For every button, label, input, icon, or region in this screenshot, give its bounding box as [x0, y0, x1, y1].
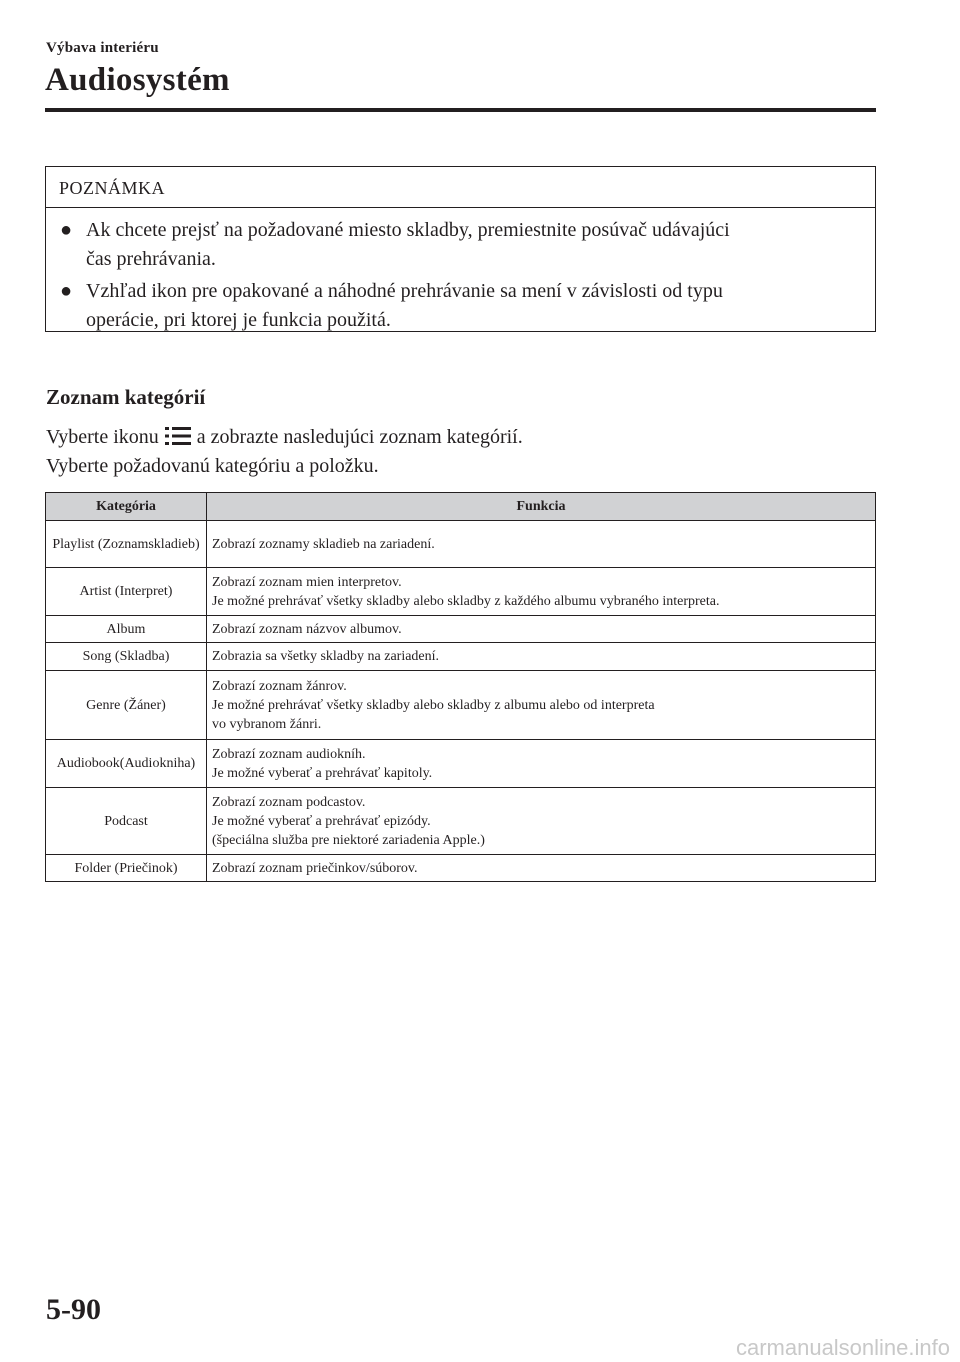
function-cell: [207, 643, 876, 671]
category-line: Artist (Interpret): [79, 584, 173, 599]
category-line: Song (Skladba): [82, 649, 170, 664]
note-item: [60, 277, 855, 335]
category-cell: [46, 643, 207, 671]
function-line: Zobrazí zoznamy skladieb na zariadení.: [212, 536, 435, 552]
function-line: Je možné vyberať a prehrávať kapitoly.: [212, 765, 433, 781]
function-line: Zobrazí zoznam mien interpretov.: [212, 574, 402, 590]
category-table: [45, 492, 876, 882]
watermark: carmanualsonline.info: [735, 1335, 950, 1360]
table-row: [46, 521, 876, 568]
intro-line-1: [46, 424, 523, 453]
table-header-row: [46, 493, 876, 521]
category-line: Playlist (Zoznam: [52, 536, 149, 552]
table-row: [46, 788, 876, 855]
note-item-line: čas prehrávania.: [86, 248, 216, 270]
intro-text-before: Vyberte ikonu: [46, 426, 159, 448]
bullet-icon: ●: [60, 219, 73, 241]
note-list: [46, 208, 875, 335]
category-cell: [46, 740, 207, 788]
function-line: Je možné prehrávať všetky skladby alebo skladby z albumu alebo od interpreta: [212, 697, 655, 713]
category-cell: [46, 521, 207, 568]
table-row: [46, 616, 876, 643]
category-cell: [46, 568, 207, 616]
bullet-icon: ●: [60, 280, 73, 302]
intro-line-2: Vyberte požadovanú kategóriu a položku.: [46, 455, 379, 477]
note-box: [45, 166, 876, 332]
section-label: Výbava interiéru: [46, 40, 159, 56]
function-line: vo vybranom žánri.: [212, 716, 322, 732]
function-cell: [207, 788, 876, 855]
function-line: Zobrazí zoznam žánrov.: [212, 678, 347, 694]
category-line: (Audiokniha): [119, 756, 196, 771]
category-cell: [46, 671, 207, 740]
category-cell: [46, 788, 207, 855]
function-cell: [207, 616, 876, 643]
category-line: Audiobook: [56, 756, 120, 771]
category-line: skladieb): [148, 536, 200, 552]
column-header-function: Funkcia: [207, 493, 876, 521]
column-header-category: Kategória: [46, 493, 207, 521]
category-line: Folder (Priečinok): [74, 860, 178, 876]
category-line: Genre (Žáner): [86, 697, 166, 713]
table-row: [46, 671, 876, 740]
note-item: [60, 216, 855, 274]
function-line: Je možné vyberať a prehrávať epizódy.: [212, 813, 431, 829]
title-rule: [45, 108, 876, 112]
function-cell: [207, 568, 876, 616]
category-line: Podcast: [104, 813, 148, 829]
note-item-line: operácie, pri ktorej je funkcia použitá.: [86, 309, 391, 331]
intro-text-after: a zobrazte nasledujúci zoznam kategórií.: [196, 426, 523, 448]
function-line: Je možné prehrávať všetky skladby alebo skladby z každého albumu vybraného interpreta.: [212, 593, 720, 609]
function-line: (špeciálna služba pre niektoré zariadenia Apple.): [212, 832, 485, 848]
table-row: [46, 740, 876, 788]
table-row: [46, 643, 876, 671]
function-cell: [207, 740, 876, 788]
category-intro: [46, 424, 523, 479]
category-line: Album: [106, 621, 146, 637]
function-line: Zobrazí zoznam podcastov.: [212, 794, 366, 810]
category-cell: [46, 616, 207, 643]
note-item-line: Vzhľad ikon pre opakované a náhodné prehrávanie sa mení v závislosti od typu: [86, 280, 723, 302]
page-number: 5-90: [46, 1293, 101, 1326]
note-heading: POZNÁMKA: [46, 167, 875, 208]
table-row: [46, 855, 876, 882]
function-cell: [207, 855, 876, 882]
function-line: Zobrazí zoznam názvov albumov.: [212, 621, 402, 637]
list-icon: [165, 426, 191, 453]
function-line: Zobrazia sa všetky skladby na zariadení.: [212, 649, 440, 664]
function-line: Zobrazí zoznam priečinkov/súborov.: [212, 860, 418, 876]
page-title: Audiosystém: [45, 62, 230, 98]
function-line: Zobrazí zoznam audiokníh.: [212, 746, 366, 762]
category-cell: [46, 855, 207, 882]
function-cell: [207, 671, 876, 740]
table-row: [46, 568, 876, 616]
note-item-line: Ak chcete prejsť na požadované miesto skladby, premiestnite posúvač udávajúci: [86, 219, 730, 241]
category-heading: Zoznam kategórií: [46, 385, 206, 409]
function-cell: [207, 521, 876, 568]
